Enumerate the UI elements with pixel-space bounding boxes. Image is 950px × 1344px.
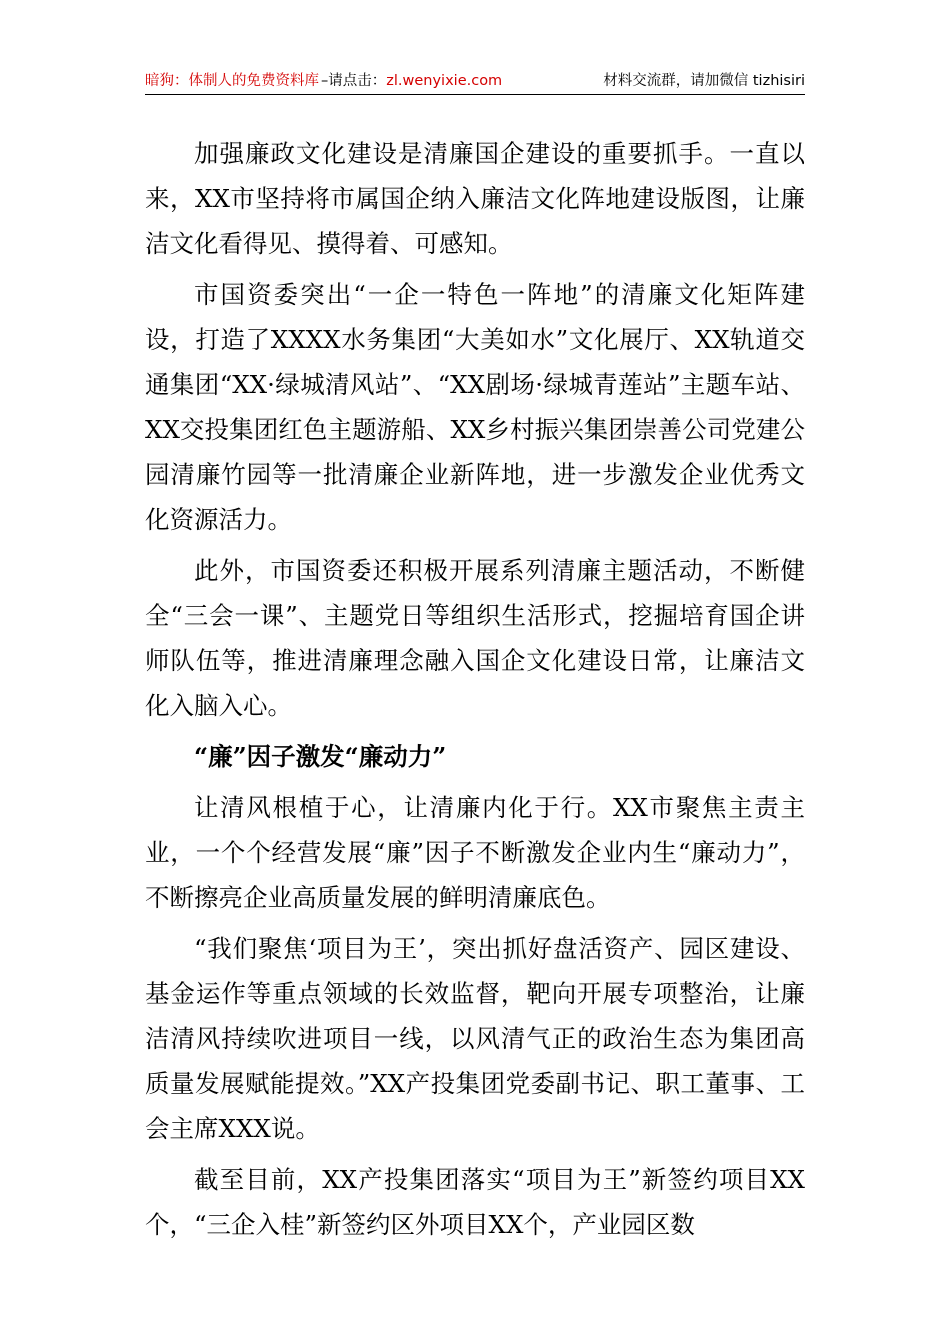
header-brand: 暗狗：体制人的免费资料库 — [145, 73, 319, 89]
paragraph-2: 市国资委突出“一企一特色一阵地”的清廉文化矩阵建设，打造了XXXX水务集团“大美如水”文化展厅、XX轨道交通集团“XX·绿城清风站”、“XX剧场·绿城青莲站”主题车站、XX交投集团红色主题游船、XX乡村振兴集团崇善公司党建公园清廉竹园等一批清廉企业新阵地，进一步激发企业优秀文化资源活力。 — [145, 280, 805, 534]
document-body — [145, 131, 805, 1253]
paragraph-3: 此外，市国资委还积极开展系列清廉主题活动，不断健全“三会一课”、主题党日等组织生活形式，挖掘培育国企讲师队伍等，推进清廉理念融入国企文化建设日常，让廉洁文化入脑入心。 — [145, 556, 805, 720]
section-heading: “廉”因子激发“廉动力” — [194, 742, 447, 771]
paragraph-5: “我们聚焦‘项目为王’，突出抓好盘活资产、园区建设、基金运作等重点领域的长效监督，靶向开展专项整治，让廉洁清风持续吹进项目一线，以风清气正的政治生态为集团高质量发展赋能提效。”XX产投集团党委副书记、职工董事、工会主席XXX说。 — [145, 934, 805, 1143]
paragraph-4: 让清风根植于心，让清廉内化于行。XX市聚焦主责主业，一个个经营发展“廉”因子不断激发企业内生“廉动力”，不断擦亮企业高质量发展的鲜明清廉底色。 — [145, 793, 805, 912]
header-divider — [145, 94, 805, 95]
header-site-link[interactable]: zl.wenyixie.com — [386, 73, 503, 89]
paragraph-1: 加强廉政文化建设是清廉国企建设的重要抓手。一直以来，XX市坚持将市属国企纳入廉洁文化阵地建设版图，让廉洁文化看得见、摸得着、可感知。 — [145, 139, 805, 258]
header-click-prompt: –请点击： — [321, 73, 387, 89]
page-header — [145, 68, 805, 94]
paragraph-6: 截至目前，XX产投集团落实“项目为王”新签约项目XX个，“三企入桂”新签约区外项目XX个，产业园区数 — [145, 1165, 805, 1239]
header-wechat-note: 材料交流群，请加微信 tizhisiri — [603, 73, 805, 89]
